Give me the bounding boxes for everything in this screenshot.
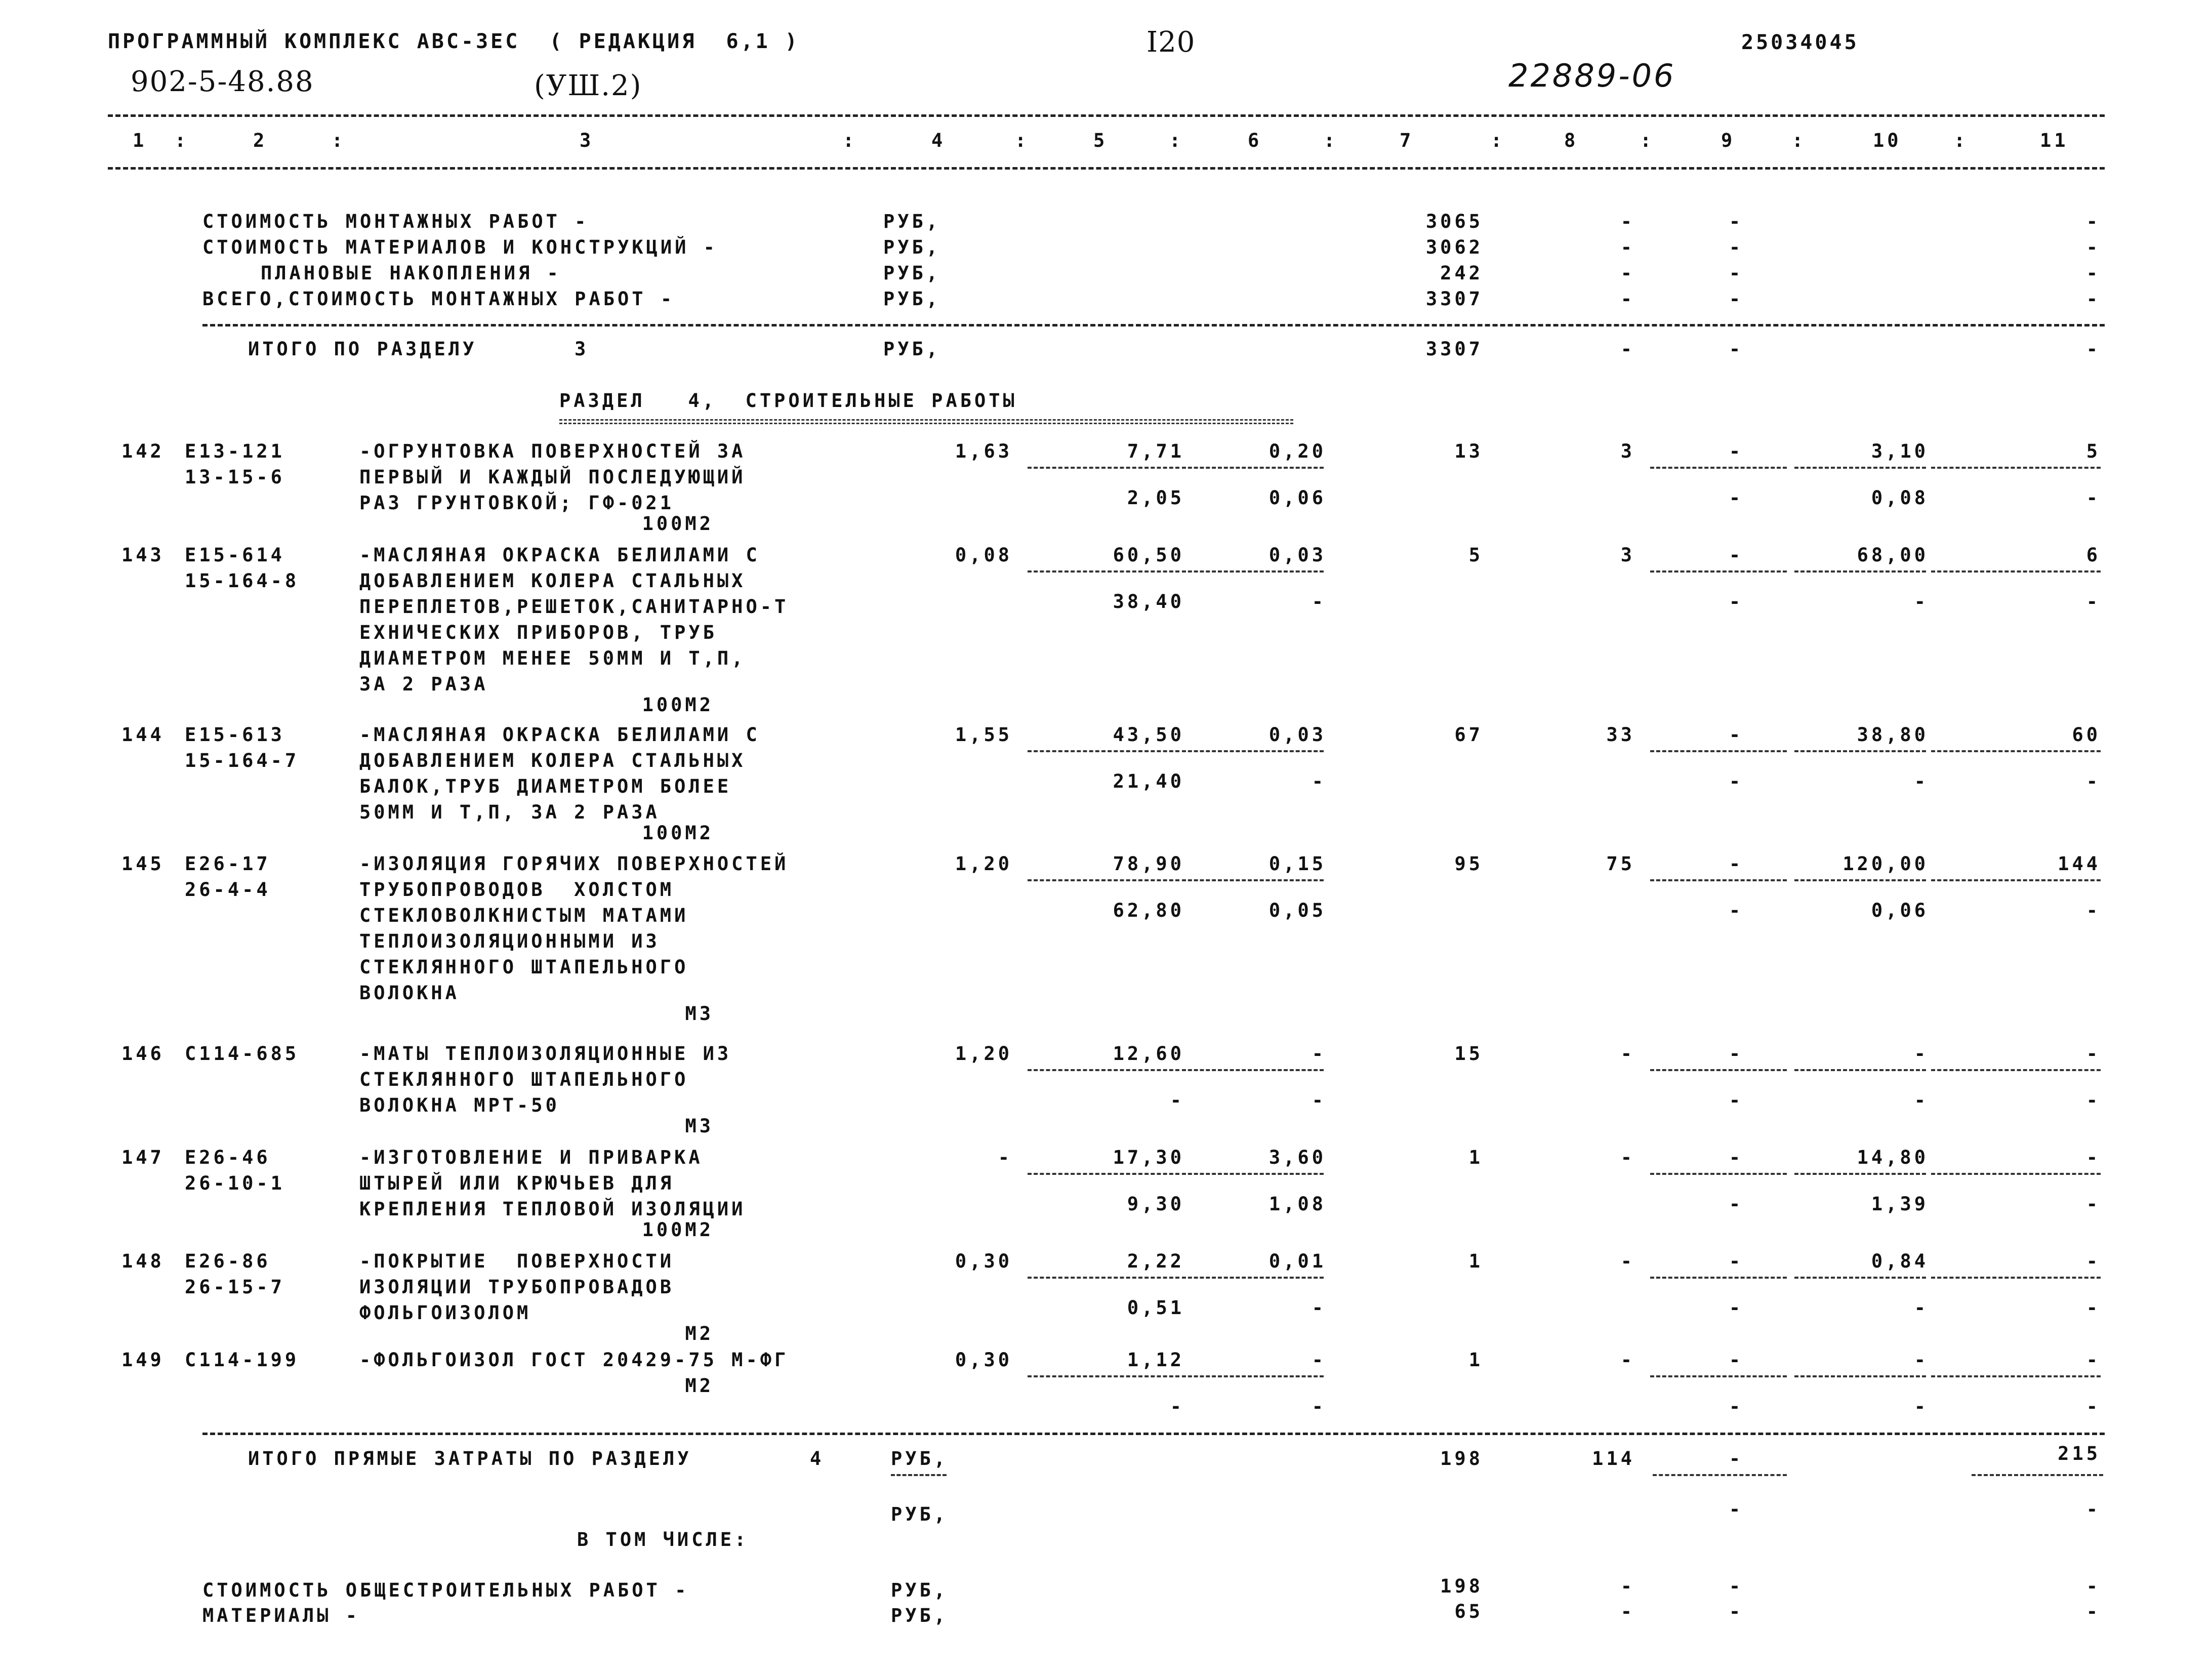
entry-col6-wage: - bbox=[1312, 1089, 1326, 1111]
column-number: 5 bbox=[1093, 130, 1108, 151]
entry-col5-total: 7,71 bbox=[1127, 440, 1184, 462]
entry-description-line: -ПОКРЫТИЕ ПОВЕРХНОСТИ bbox=[359, 1250, 675, 1272]
entry-col8: - bbox=[1620, 1147, 1635, 1168]
entry-col4: 0,30 bbox=[955, 1349, 1012, 1371]
entry-col11-rule bbox=[1931, 750, 2101, 752]
entry-col11-wage: - bbox=[2086, 1193, 2101, 1215]
column-separator: : bbox=[1324, 130, 1338, 151]
entry-description-line: ДОБАВЛЕНИЕМ КОЛЕРА СТАЛЬНЫХ bbox=[359, 570, 746, 592]
summary-col11: - bbox=[2086, 236, 2101, 258]
entry-col9-rule bbox=[1650, 750, 1787, 752]
entry-col6-rule bbox=[1182, 879, 1324, 881]
breakdown-col9: - bbox=[1729, 1601, 1744, 1622]
summary-label: ПЛАНОВЫЕ НАКОПЛЕНИЯ - bbox=[261, 262, 561, 284]
entry-col10-wage: - bbox=[1914, 1396, 1929, 1417]
entry-number: 149 bbox=[121, 1349, 165, 1371]
summary-col11: - bbox=[2086, 211, 2101, 232]
entry-col11-wage: - bbox=[2086, 1089, 2101, 1111]
entry-col10-total: 120,00 bbox=[1842, 853, 1929, 875]
summary-label: СТОИМОСТЬ МОНТАЖНЫХ РАБОТ - bbox=[202, 211, 589, 232]
entry-description-line: ВОЛОКНА bbox=[359, 982, 460, 1004]
entry-col10-wage: - bbox=[1914, 1089, 1929, 1111]
section4-total-col11-2: - bbox=[2086, 1498, 2101, 1520]
entry-col10-wage: 0,08 bbox=[1871, 487, 1929, 509]
entry-code: С114-199 bbox=[185, 1349, 300, 1371]
column-separator: : bbox=[175, 130, 189, 151]
entry-code-ref: 26-4-4 bbox=[185, 879, 271, 901]
entry-description-line: КРЕПЛЕНИЯ ТЕПЛОВОЙ ИЗОЛЯЦИИ bbox=[359, 1198, 746, 1220]
summary-col11: - bbox=[2086, 262, 2101, 284]
entry-col11-rule bbox=[1931, 1173, 2101, 1175]
entry-description-line: СТЕКЛОВОЛКНИСТЫМ МАТАМИ bbox=[359, 905, 689, 926]
column-separator: : bbox=[332, 130, 346, 151]
entry-number: 148 bbox=[121, 1250, 165, 1272]
summary-unit: РУБ, bbox=[883, 236, 941, 258]
section3-total-col9: - bbox=[1729, 338, 1744, 360]
section3-total-unit: РУБ, bbox=[883, 338, 941, 360]
program-title: ПРОГРАММНЫЙ КОМПЛЕКС АВС-3ЕС ( РЕДАКЦИЯ 6,1 ) bbox=[108, 30, 800, 53]
entry-col7: 95 bbox=[1454, 853, 1483, 875]
entry-col9-wage: - bbox=[1729, 1396, 1744, 1417]
entry-col9-wage: - bbox=[1729, 770, 1744, 792]
entry-col10-total: 14,80 bbox=[1857, 1147, 1929, 1168]
entry-col10-total: 3,10 bbox=[1871, 440, 1929, 462]
entry-col6-total: 0,03 bbox=[1268, 724, 1326, 746]
summary-col7: 3307 bbox=[1425, 288, 1483, 310]
entry-col5-total: 78,90 bbox=[1113, 853, 1184, 875]
section4-title-underline bbox=[559, 419, 1293, 424]
entry-col10-rule bbox=[1794, 1069, 1926, 1071]
section4-title: РАЗДЕЛ 4, СТРОИТЕЛЬНЫЕ РАБОТЫ bbox=[559, 390, 1017, 412]
breakdown-col8: - bbox=[1620, 1601, 1635, 1622]
document-code: 25034045 bbox=[1741, 31, 1859, 54]
entry-col8: - bbox=[1620, 1349, 1635, 1371]
entry-col6-rule bbox=[1182, 570, 1324, 573]
entry-col9-wage: - bbox=[1729, 487, 1744, 509]
entry-col11-rule bbox=[1931, 879, 2101, 881]
summary-col11: - bbox=[2086, 288, 2101, 310]
entry-description-line: -МАСЛЯНАЯ ОКРАСКА БЕЛИЛАМИ С bbox=[359, 724, 760, 746]
column-number: 2 bbox=[253, 130, 268, 151]
entry-col5-wage: 21,40 bbox=[1113, 770, 1184, 792]
entry-description-line: БАЛОК,ТРУБ ДИАМЕТРОМ БОЛЕЕ bbox=[359, 775, 732, 797]
entry-col5-total: 60,50 bbox=[1113, 544, 1184, 566]
summary-col9: - bbox=[1729, 211, 1744, 232]
entry-code: Е13-121 bbox=[185, 440, 285, 462]
column-number: 4 bbox=[931, 130, 946, 151]
entry-col8: - bbox=[1620, 1043, 1635, 1065]
header-bottom-rule bbox=[108, 167, 2105, 170]
entry-description-line: РАЗ ГРУНТОВКОЙ; ГФ-021 bbox=[359, 492, 675, 514]
summary-unit: РУБ, bbox=[883, 211, 941, 232]
breakdown-label: СТОИМОСТЬ ОБЩЕСТРОИТЕЛЬНЫХ РАБОТ - bbox=[202, 1579, 689, 1601]
entry-col10-rule bbox=[1794, 750, 1926, 752]
entry-description-line: СТЕКЛЯННОГО ШТАПЕЛЬНОГО bbox=[359, 956, 689, 978]
entry-col5-total: 2,22 bbox=[1127, 1250, 1184, 1272]
breakdown-col9: - bbox=[1729, 1575, 1744, 1597]
entry-col10-wage: 0,06 bbox=[1871, 900, 1929, 921]
entry-description-line: ШТЫРЕЙ ИЛИ КРЮЧЬЕВ ДЛЯ bbox=[359, 1172, 675, 1194]
entry-col6-rule bbox=[1182, 467, 1324, 469]
entry-col6-total: 3,60 bbox=[1268, 1147, 1326, 1168]
section4-rule bbox=[202, 1433, 2105, 1435]
breakdown-col11: - bbox=[2086, 1601, 2101, 1622]
entry-col6-wage: - bbox=[1312, 1396, 1326, 1417]
entry-col10-rule bbox=[1794, 570, 1926, 573]
section4-total-col7: 198 bbox=[1440, 1448, 1483, 1469]
entry-number: 142 bbox=[121, 440, 165, 462]
section4-total-unit-2: РУБ, bbox=[891, 1503, 949, 1525]
entry-col4: 1,20 bbox=[955, 853, 1012, 875]
entry-col6-wage: - bbox=[1312, 770, 1326, 792]
entry-col11-total: 6 bbox=[2086, 544, 2101, 566]
entry-col7: 15 bbox=[1454, 1043, 1483, 1065]
summary-col8: - bbox=[1620, 288, 1635, 310]
entry-col6-rule bbox=[1182, 1375, 1324, 1377]
section4-col11-rule bbox=[1972, 1474, 2103, 1476]
summary-col9: - bbox=[1729, 288, 1744, 310]
entry-description-line: ПЕРВЫЙ И КАЖДЫЙ ПОСЛЕДУЮЩИЙ bbox=[359, 466, 746, 488]
entry-col9-rule bbox=[1650, 1069, 1787, 1071]
entry-col4: 0,08 bbox=[955, 544, 1012, 566]
entry-col9-rule bbox=[1650, 467, 1787, 469]
entry-unit: 100М2 bbox=[642, 513, 714, 535]
entry-col7: 13 bbox=[1454, 440, 1483, 462]
entry-description-line: ЗА 2 РАЗА bbox=[359, 673, 488, 695]
entry-col9-total: - bbox=[1729, 1349, 1744, 1371]
entry-col9-total: - bbox=[1729, 1043, 1744, 1065]
entry-description-line: ПЕРЕПЛЕТОВ,РЕШЕТОК,САНИТАРНО-Т bbox=[359, 596, 789, 618]
summary-unit: РУБ, bbox=[883, 262, 941, 284]
entry-col8: 33 bbox=[1606, 724, 1635, 746]
column-number: 10 bbox=[1873, 130, 1902, 151]
entry-code: С114-685 bbox=[185, 1043, 300, 1065]
entry-description-line: -МАСЛЯНАЯ ОКРАСКА БЕЛИЛАМИ С bbox=[359, 544, 760, 566]
entry-col4: 0,30 bbox=[955, 1250, 1012, 1272]
entry-col11-rule bbox=[1931, 1069, 2101, 1071]
section4-unit-rule bbox=[891, 1474, 947, 1476]
entry-col6-total: - bbox=[1312, 1043, 1326, 1065]
entry-number: 146 bbox=[121, 1043, 165, 1065]
entry-col5-rule bbox=[1028, 750, 1179, 752]
entry-col6-total: 0,20 bbox=[1268, 440, 1326, 462]
summary-col7: 242 bbox=[1440, 262, 1483, 284]
entry-col11-rule bbox=[1931, 1375, 2101, 1377]
section4-total-col9: - bbox=[1729, 1448, 1744, 1469]
entry-col10-wage: 1,39 bbox=[1871, 1193, 1929, 1215]
entry-number: 147 bbox=[121, 1147, 165, 1168]
breakdown-unit: РУБ, bbox=[891, 1605, 949, 1626]
entry-description-line: 50ММ И Т,П, ЗА 2 РАЗА bbox=[359, 801, 660, 823]
breakdown-col7: 198 bbox=[1440, 1575, 1483, 1597]
entry-col9-total: - bbox=[1729, 1250, 1744, 1272]
entry-col6-wage: 1,08 bbox=[1268, 1193, 1326, 1215]
entry-col9-wage: - bbox=[1729, 900, 1744, 921]
entry-col11-wage: - bbox=[2086, 487, 2101, 509]
entry-unit: 100М2 bbox=[642, 694, 714, 716]
section3-total-number: 3 bbox=[575, 338, 589, 360]
entry-col11-total: 60 bbox=[2072, 724, 2101, 746]
entry-code-ref: 26-10-1 bbox=[185, 1172, 285, 1194]
entry-description-line: ДОБАВЛЕНИЕМ КОЛЕРА СТАЛЬНЫХ bbox=[359, 750, 746, 771]
entry-col8: 3 bbox=[1620, 544, 1635, 566]
entry-description-line: -ФОЛЬГОИЗОЛ ГОСТ 20429-75 М-ФГ bbox=[359, 1349, 789, 1371]
column-number: 6 bbox=[1248, 130, 1262, 151]
entry-col11-rule bbox=[1931, 1277, 2101, 1279]
entry-unit: М2 bbox=[685, 1323, 714, 1344]
entry-col7: 67 bbox=[1454, 724, 1483, 746]
summary-col8: - bbox=[1620, 236, 1635, 258]
entry-col6-total: 0,01 bbox=[1268, 1250, 1326, 1272]
entry-code-ref: 26-15-7 bbox=[185, 1276, 285, 1298]
entry-col10-rule bbox=[1794, 1375, 1926, 1377]
section4-total-col9-2: - bbox=[1729, 1498, 1744, 1520]
entry-col10-rule bbox=[1794, 879, 1926, 881]
entry-col5-rule bbox=[1028, 467, 1179, 469]
section3-total-col11: - bbox=[2086, 338, 2101, 360]
entry-col6-rule bbox=[1182, 1173, 1324, 1175]
breakdown-label: МАТЕРИАЛЫ - bbox=[202, 1605, 360, 1626]
column-number: 9 bbox=[1721, 130, 1736, 151]
entry-col9-rule bbox=[1650, 1277, 1787, 1279]
entry-col5-rule bbox=[1028, 1277, 1179, 1279]
entry-unit: 100М2 bbox=[642, 1219, 714, 1241]
summary-col9: - bbox=[1729, 262, 1744, 284]
entry-col10-total: 38,80 bbox=[1857, 724, 1929, 746]
section3-rule bbox=[202, 324, 2105, 326]
entry-col9-wage: - bbox=[1729, 591, 1744, 613]
entry-col11-total: - bbox=[2086, 1147, 2101, 1168]
entry-col4: 1,20 bbox=[955, 1043, 1012, 1065]
entry-col11-wage: - bbox=[2086, 1396, 2101, 1417]
entry-description-line: ТЕПЛОИЗОЛЯЦИОННЫМИ ИЗ bbox=[359, 930, 660, 952]
entry-col11-wage: - bbox=[2086, 900, 2101, 921]
breakdown-col7: 65 bbox=[1454, 1601, 1483, 1622]
summary-col7: 3065 bbox=[1425, 211, 1483, 232]
breakdown-col8: - bbox=[1620, 1575, 1635, 1597]
entry-col6-rule bbox=[1182, 1277, 1324, 1279]
entry-number: 145 bbox=[121, 853, 165, 875]
entry-col9-total: - bbox=[1729, 440, 1744, 462]
entry-unit: М3 bbox=[685, 1003, 714, 1025]
entry-col9-rule bbox=[1650, 570, 1787, 573]
entry-code: Е26-17 bbox=[185, 853, 271, 875]
entry-col11-wage: - bbox=[2086, 1297, 2101, 1319]
entry-code: Е15-613 bbox=[185, 724, 285, 746]
entry-col6-rule bbox=[1182, 750, 1324, 752]
entry-col5-wage: - bbox=[1170, 1396, 1184, 1417]
section3-total-col8: - bbox=[1620, 338, 1635, 360]
summary-col7: 3062 bbox=[1425, 236, 1483, 258]
entry-col11-total: - bbox=[2086, 1043, 2101, 1065]
entry-col9-total: - bbox=[1729, 544, 1744, 566]
entry-col11-wage: - bbox=[2086, 591, 2101, 613]
including-label: В ТОМ ЧИСЛЕ: bbox=[577, 1529, 749, 1550]
entry-unit: 100М2 bbox=[642, 822, 714, 844]
page-number: I20 bbox=[1146, 26, 1196, 59]
entry-col5-wage: 38,40 bbox=[1113, 591, 1184, 613]
entry-description-line: СТЕКЛЯННОГО ШТАПЕЛЬНОГО bbox=[359, 1069, 689, 1090]
entry-col5-total: 1,12 bbox=[1127, 1349, 1184, 1371]
column-number: 11 bbox=[2040, 130, 2069, 151]
entry-col5-wage: - bbox=[1170, 1089, 1184, 1111]
entry-col6-rule bbox=[1182, 1069, 1324, 1071]
entry-code: Е26-86 bbox=[185, 1250, 271, 1272]
entry-col9-wage: - bbox=[1729, 1193, 1744, 1215]
volume-label: (УШ.2) bbox=[534, 69, 642, 102]
breakdown-unit: РУБ, bbox=[891, 1579, 949, 1601]
entry-description-line: ДИАМЕТРОМ МЕНЕЕ 50ММ И Т,П, bbox=[359, 647, 746, 669]
entry-col6-wage: 0,05 bbox=[1268, 900, 1326, 921]
section3-total-col7: 3307 bbox=[1425, 338, 1483, 360]
section4-total-col11: 215 bbox=[2058, 1443, 2101, 1464]
entry-col9-total: - bbox=[1729, 853, 1744, 875]
reference-number: 22889-06 bbox=[1508, 57, 1676, 94]
entry-description-line: -МАТЫ ТЕПЛОИЗОЛЯЦИОННЫЕ ИЗ bbox=[359, 1043, 732, 1065]
entry-col4: - bbox=[998, 1147, 1012, 1168]
entry-description-line: ИЗОЛЯЦИИ ТРУБОПРОВАДОВ bbox=[359, 1276, 675, 1298]
section4-total-number: 4 bbox=[810, 1448, 825, 1469]
entry-description-line: ФОЛЬГОИЗОЛОМ bbox=[359, 1302, 531, 1324]
entry-col9-total: - bbox=[1729, 724, 1744, 746]
entry-col5-total: 17,30 bbox=[1113, 1147, 1184, 1168]
entry-col10-wage: - bbox=[1914, 770, 1929, 792]
entry-col10-wage: - bbox=[1914, 1297, 1929, 1319]
section4-total-unit: РУБ, bbox=[891, 1448, 949, 1469]
entry-col5-rule bbox=[1028, 570, 1179, 573]
entry-col5-wage: 0,51 bbox=[1127, 1297, 1184, 1319]
column-number: 7 bbox=[1400, 130, 1414, 151]
entry-col5-wage: 62,80 bbox=[1113, 900, 1184, 921]
entry-unit: М3 bbox=[685, 1115, 714, 1137]
entry-col11-total: - bbox=[2086, 1250, 2101, 1272]
entry-col10-total: 68,00 bbox=[1857, 544, 1929, 566]
section4-total-label: ИТОГО ПРЯМЫЕ ЗАТРАТЫ ПО РАЗДЕЛУ bbox=[248, 1448, 692, 1469]
entry-col10-total: 0,84 bbox=[1871, 1250, 1929, 1272]
entry-col5-total: 43,50 bbox=[1113, 724, 1184, 746]
entry-col6-total: 0,15 bbox=[1268, 853, 1326, 875]
entry-description-line: ЕХНИЧЕСКИХ ПРИБОРОВ, ТРУБ bbox=[359, 622, 717, 643]
entry-col7: 1 bbox=[1468, 1147, 1483, 1168]
entry-col9-wage: - bbox=[1729, 1089, 1744, 1111]
entry-col10-rule bbox=[1794, 1173, 1926, 1175]
section3-total-label: ИТОГО ПО РАЗДЕЛУ bbox=[248, 338, 477, 360]
entry-col8: 3 bbox=[1620, 440, 1635, 462]
column-separator: : bbox=[1792, 130, 1807, 151]
entry-col10-total: - bbox=[1914, 1349, 1929, 1371]
entry-col10-total: - bbox=[1914, 1043, 1929, 1065]
entry-col4: 1,63 bbox=[955, 440, 1012, 462]
section4-col9-rule bbox=[1653, 1474, 1787, 1476]
summary-label: ВСЕГО,СТОИМОСТЬ МОНТАЖНЫХ РАБОТ - bbox=[202, 288, 675, 310]
entry-col9-rule bbox=[1650, 1375, 1787, 1377]
entry-code: Е26-46 bbox=[185, 1147, 271, 1168]
column-separator: : bbox=[843, 130, 857, 151]
entry-col5-wage: 2,05 bbox=[1127, 487, 1184, 509]
breakdown-col11: - bbox=[2086, 1575, 2101, 1597]
entry-col11-wage: - bbox=[2086, 770, 2101, 792]
entry-col6-wage: 0,06 bbox=[1268, 487, 1326, 509]
entry-col9-wage: - bbox=[1729, 1297, 1744, 1319]
column-number: 1 bbox=[133, 130, 147, 151]
entry-col11-total: 144 bbox=[2058, 853, 2101, 875]
entry-col7: 5 bbox=[1468, 544, 1483, 566]
entry-col11-rule bbox=[1931, 570, 2101, 573]
entry-code-ref: 15-164-8 bbox=[185, 570, 300, 592]
entry-col8: - bbox=[1620, 1250, 1635, 1272]
entry-col5-rule bbox=[1028, 1069, 1179, 1071]
project-code: 902-5-48.88 bbox=[131, 65, 314, 98]
entry-col10-rule bbox=[1794, 1277, 1926, 1279]
entry-col10-wage: - bbox=[1914, 591, 1929, 613]
entry-number: 143 bbox=[121, 544, 165, 566]
entry-col8: 75 bbox=[1606, 853, 1635, 875]
entry-col10-rule bbox=[1794, 467, 1926, 469]
column-separator: : bbox=[1169, 130, 1184, 151]
entry-col11-total: - bbox=[2086, 1349, 2101, 1371]
entry-description-line: -ОГРУНТОВКА ПОВЕРХНОСТЕЙ ЗА bbox=[359, 440, 746, 462]
entry-col5-rule bbox=[1028, 879, 1179, 881]
entry-col7: 1 bbox=[1468, 1349, 1483, 1371]
entry-description-line: ВОЛОКНА МРТ-50 bbox=[359, 1094, 560, 1116]
column-number: 3 bbox=[580, 130, 594, 151]
entry-code-ref: 15-164-7 bbox=[185, 750, 300, 771]
summary-col8: - bbox=[1620, 262, 1635, 284]
summary-label: СТОИМОСТЬ МАТЕРИАЛОВ И КОНСТРУКЦИЙ - bbox=[202, 236, 718, 258]
entry-unit: М2 bbox=[685, 1375, 714, 1397]
entry-col5-wage: 9,30 bbox=[1127, 1193, 1184, 1215]
column-separator: : bbox=[1491, 130, 1505, 151]
entry-col6-total: - bbox=[1312, 1349, 1326, 1371]
entry-col4: 1,55 bbox=[955, 724, 1012, 746]
entry-description-line: -ИЗОЛЯЦИЯ ГОРЯЧИХ ПОВЕРХНОСТЕЙ bbox=[359, 853, 789, 875]
entry-description-line: ТРУБОПРОВОДОВ ХОЛСТОМ bbox=[359, 879, 675, 901]
entry-col6-total: 0,03 bbox=[1268, 544, 1326, 566]
section4-total-col8: 114 bbox=[1592, 1448, 1635, 1469]
header-top-rule bbox=[108, 114, 2105, 117]
entry-description-line: -ИЗГОТОВЛЕНИЕ И ПРИВАРКА bbox=[359, 1147, 703, 1168]
entry-col5-rule bbox=[1028, 1173, 1179, 1175]
entry-number: 144 bbox=[121, 724, 165, 746]
entry-col9-total: - bbox=[1729, 1147, 1744, 1168]
summary-col8: - bbox=[1620, 211, 1635, 232]
entry-code: Е15-614 bbox=[185, 544, 285, 566]
entry-col6-wage: - bbox=[1312, 1297, 1326, 1319]
entry-col9-rule bbox=[1650, 879, 1787, 881]
entry-col7: 1 bbox=[1468, 1250, 1483, 1272]
entry-code-ref: 13-15-6 bbox=[185, 466, 285, 488]
column-separator: : bbox=[1015, 130, 1030, 151]
entry-col6-wage: - bbox=[1312, 591, 1326, 613]
summary-unit: РУБ, bbox=[883, 288, 941, 310]
column-separator: : bbox=[1640, 130, 1655, 151]
entry-col5-rule bbox=[1028, 1375, 1179, 1377]
entry-col11-total: 5 bbox=[2086, 440, 2101, 462]
column-separator: : bbox=[1954, 130, 1969, 151]
entry-col5-total: 12,60 bbox=[1113, 1043, 1184, 1065]
summary-col9: - bbox=[1729, 236, 1744, 258]
entry-col11-rule bbox=[1931, 467, 2101, 469]
entry-col9-rule bbox=[1650, 1173, 1787, 1175]
column-number: 8 bbox=[1564, 130, 1579, 151]
